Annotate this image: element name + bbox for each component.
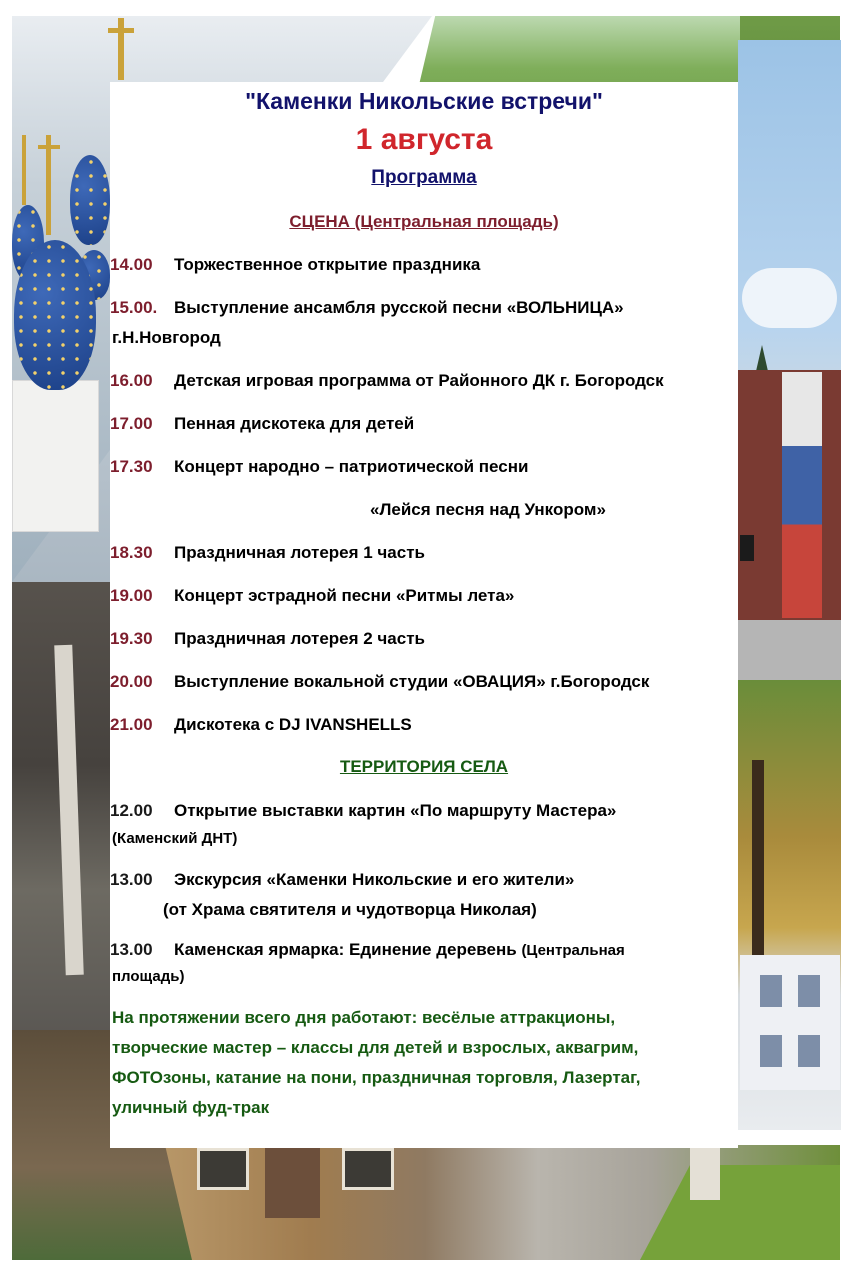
item-text: Экскурсия «Каменки Никольские и его жители»: [174, 870, 575, 889]
item-time: 18.30: [110, 543, 153, 562]
item-time: 17.00: [110, 414, 153, 433]
cross-icon: [46, 135, 51, 235]
schedule-item: [110, 629, 425, 649]
schedule-item: [110, 371, 664, 391]
item-time: 19.30: [110, 629, 153, 648]
church-dome-icon: [70, 155, 110, 245]
program-card: [110, 82, 738, 1148]
item-text: Концерт эстрадной песни «Ритмы лета»: [174, 586, 515, 605]
all-day-note-line: уличный фуд-трак: [112, 1098, 270, 1117]
school-window: [798, 1035, 820, 1067]
tree-pole-shape: [690, 1145, 720, 1200]
item-time: 13.00: [110, 870, 153, 889]
item-time: 15.00.: [110, 298, 158, 317]
program-heading: Программа: [371, 167, 477, 188]
cross-icon: [38, 145, 60, 149]
item-text: Дискотека с DJ IVANSHELLS: [174, 715, 412, 734]
item-continuation: (от Храма святителя и чудотворца Николая): [163, 900, 537, 919]
item-time: 21.00: [110, 715, 153, 734]
item-time: 17.30: [110, 457, 153, 476]
schedule-item: [110, 586, 514, 606]
school-building-photo: [740, 955, 840, 1090]
item-continuation: площадь): [112, 968, 185, 985]
all-day-note-line: На протяжении всего дня работают: весёлые аттракционы,: [112, 1008, 616, 1027]
cloud-shape: [742, 268, 837, 328]
school-window: [798, 975, 820, 1007]
item-continuation: г.Н.Новгород: [112, 328, 221, 347]
all-day-note-line: ФОТОзоны, катание на пони, праздничная торговля, Лазертаг,: [112, 1068, 641, 1087]
church-dome-icon: [14, 240, 96, 390]
item-text: Выступление вокальной студии «ОВАЦИЯ» г.Богородск: [174, 672, 650, 691]
schedule-item: [110, 414, 414, 434]
item-text: Каменская ярмарка: Единение деревень: [174, 940, 517, 959]
item-time: 20.00: [110, 672, 153, 691]
schedule-item: [110, 457, 528, 477]
building-window: [740, 535, 754, 561]
flag-mural-shape: [782, 372, 822, 618]
schedule-item: [110, 801, 616, 821]
item-text: Пенная дискотека для детей: [174, 414, 415, 433]
item-continuation: (Каменский ДНТ): [112, 830, 238, 847]
item-time: 14.00: [110, 255, 153, 274]
item-text: Торжественное открытие праздника: [174, 255, 481, 274]
item-text: Праздничная лотерея 2 часть: [174, 629, 425, 648]
schedule-item: [110, 870, 574, 890]
item-time: 12.00: [110, 801, 153, 820]
schedule-item: [110, 940, 625, 960]
scene-section-heading: СЦЕНА (Центральная площадь): [289, 212, 559, 231]
all-day-note-line: творческие мастер – классы для детей и взрослых, аквагрим,: [112, 1038, 639, 1057]
schedule-item: [110, 298, 624, 318]
schedule-item: [110, 543, 425, 563]
item-time: 16.00: [110, 371, 153, 390]
item-text: Детская игровая программа от Районного ДК г. Богородск: [174, 371, 664, 390]
building-window: [342, 1148, 394, 1190]
item-text: Праздничная лотерея 1 часть: [174, 543, 425, 562]
school-window: [760, 1035, 782, 1067]
building-door: [265, 1148, 320, 1218]
item-time: 13.00: [110, 940, 153, 959]
item-text: Концерт народно – патриотической песни: [174, 457, 529, 476]
schedule-item: [110, 672, 649, 692]
event-title: "Каменки Никольские встречи": [245, 88, 603, 114]
item-text: Открытие выставки картин «По маршруту Мастера»: [174, 801, 617, 820]
schedule-item: [110, 715, 412, 735]
school-window: [760, 975, 782, 1007]
item-continuation: «Лейся песня над Ункором»: [370, 500, 606, 519]
church-drum: [12, 380, 99, 532]
cross-icon: [22, 135, 26, 205]
building-window: [197, 1148, 249, 1190]
item-text-small: (Центральная: [521, 942, 625, 959]
item-text: Выступление ансамбля русской песни «ВОЛЬНИЦА»: [174, 298, 624, 317]
schedule-item: [110, 255, 480, 275]
territory-section-heading: ТЕРРИТОРИЯ СЕЛА: [339, 757, 509, 776]
cross-icon: [108, 28, 134, 33]
item-time: 19.00: [110, 586, 153, 605]
event-date: 1 августа: [355, 123, 493, 156]
